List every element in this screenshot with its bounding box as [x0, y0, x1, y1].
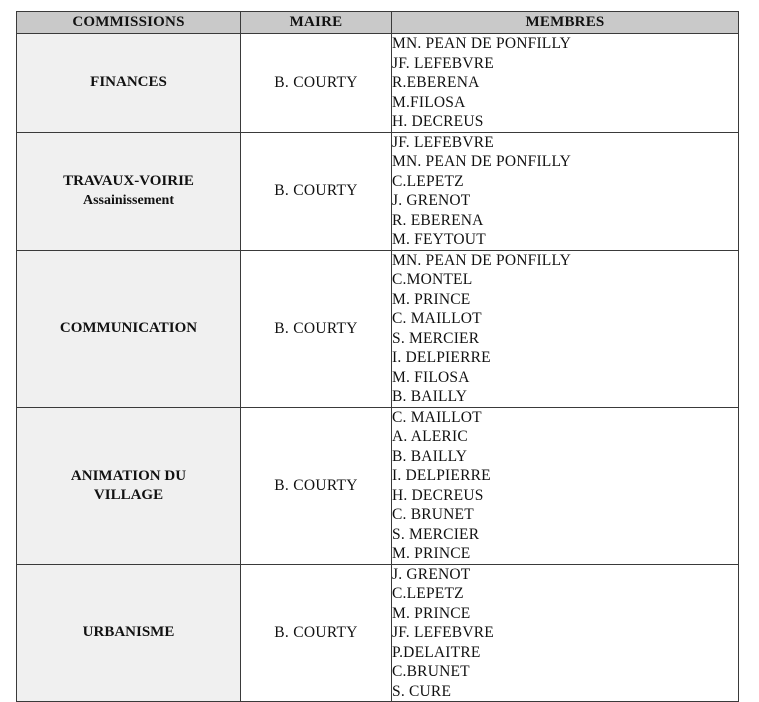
commission-subtitle: Assainissement — [82, 193, 174, 208]
commission-name: VILLAGE — [93, 486, 164, 503]
commission-cell — [17, 407, 241, 564]
member-name: R.EBERENA — [392, 74, 480, 91]
commission-name: FINANCES — [90, 74, 167, 91]
header-commissions: COMMISSIONS — [17, 12, 241, 34]
member-name: A. ALERIC — [392, 428, 468, 445]
member-name: M. PRINCE — [392, 290, 471, 308]
commission-cell — [17, 250, 241, 407]
membres-cell — [392, 407, 739, 564]
maire-cell: B. COURTY — [241, 132, 392, 250]
member-name: M. FEYTOUT — [392, 231, 486, 248]
commission-name: TRAVAUX-VOIRIE — [63, 173, 194, 189]
member-name: H. DECREUS — [392, 486, 484, 504]
membres-cell — [392, 564, 739, 702]
member-name: C.MONTEL — [392, 271, 473, 288]
table-row — [17, 564, 739, 702]
commission-name: URBANISME — [82, 624, 175, 641]
member-name: JF. LEFEBVRE — [392, 133, 494, 151]
member-name: B. BAILLY — [392, 388, 468, 405]
header-membres: MEMBRES — [392, 12, 739, 34]
member-name: R. EBERENA — [392, 211, 484, 229]
member-name: JF. LEFEBVRE — [392, 54, 494, 72]
maire-cell: B. COURTY — [241, 407, 392, 564]
header-maire: MAIRE — [241, 12, 392, 34]
member-name: MN. PEAN DE PONFILLY — [392, 35, 571, 52]
member-name: H. DECREUS — [392, 113, 484, 130]
member-name: C. MAILLOT — [392, 408, 482, 426]
member-name: M.FILOSA — [392, 93, 466, 111]
membres-cell — [392, 34, 739, 133]
commission-name: COMMUNICATION — [59, 320, 198, 336]
table-row — [17, 407, 739, 564]
member-name: MN. PEAN DE PONFILLY — [392, 251, 571, 269]
maire-cell: B. COURTY — [241, 250, 392, 407]
membres-cell — [392, 250, 739, 407]
table-row — [17, 34, 739, 133]
member-name: J. GRENOT — [392, 565, 471, 583]
member-name: S. CURE — [392, 682, 452, 700]
member-name: S. MERCIER — [392, 525, 480, 543]
member-name: S. MERCIER — [392, 329, 480, 347]
member-name: I. DELPIERRE — [392, 467, 491, 484]
member-name: C.LEPETZ — [392, 172, 464, 190]
member-name: J. GRENOT — [392, 192, 471, 209]
commissions-table — [16, 11, 739, 702]
member-name: M. FILOSA — [392, 368, 470, 386]
maire-cell: B. COURTY — [241, 34, 392, 133]
member-name: MN. PEAN DE PONFILLY — [392, 153, 571, 170]
table-row — [17, 132, 739, 250]
member-name: P.DELAITRE — [392, 643, 481, 661]
member-name: C.BRUNET — [392, 663, 470, 680]
member-name: JF. LEFEBVRE — [392, 624, 494, 641]
member-name: I. DELPIERRE — [392, 349, 491, 366]
member-name: M. PRINCE — [392, 545, 471, 562]
maire-cell: B. COURTY — [241, 564, 392, 702]
header-row — [17, 12, 739, 34]
table-body — [17, 34, 739, 702]
commission-cell — [17, 34, 241, 133]
commission-cell — [17, 132, 241, 250]
table-row — [17, 250, 739, 407]
member-name: M. PRINCE — [392, 604, 471, 622]
commission-name: ANIMATION DU — [70, 467, 187, 484]
member-name: C. BRUNET — [392, 506, 474, 523]
member-name: C.LEPETZ — [392, 585, 464, 602]
membres-cell — [392, 132, 739, 250]
member-name: B. BAILLY — [392, 447, 468, 465]
member-name: C. MAILLOT — [392, 310, 482, 327]
commission-cell — [17, 564, 241, 702]
